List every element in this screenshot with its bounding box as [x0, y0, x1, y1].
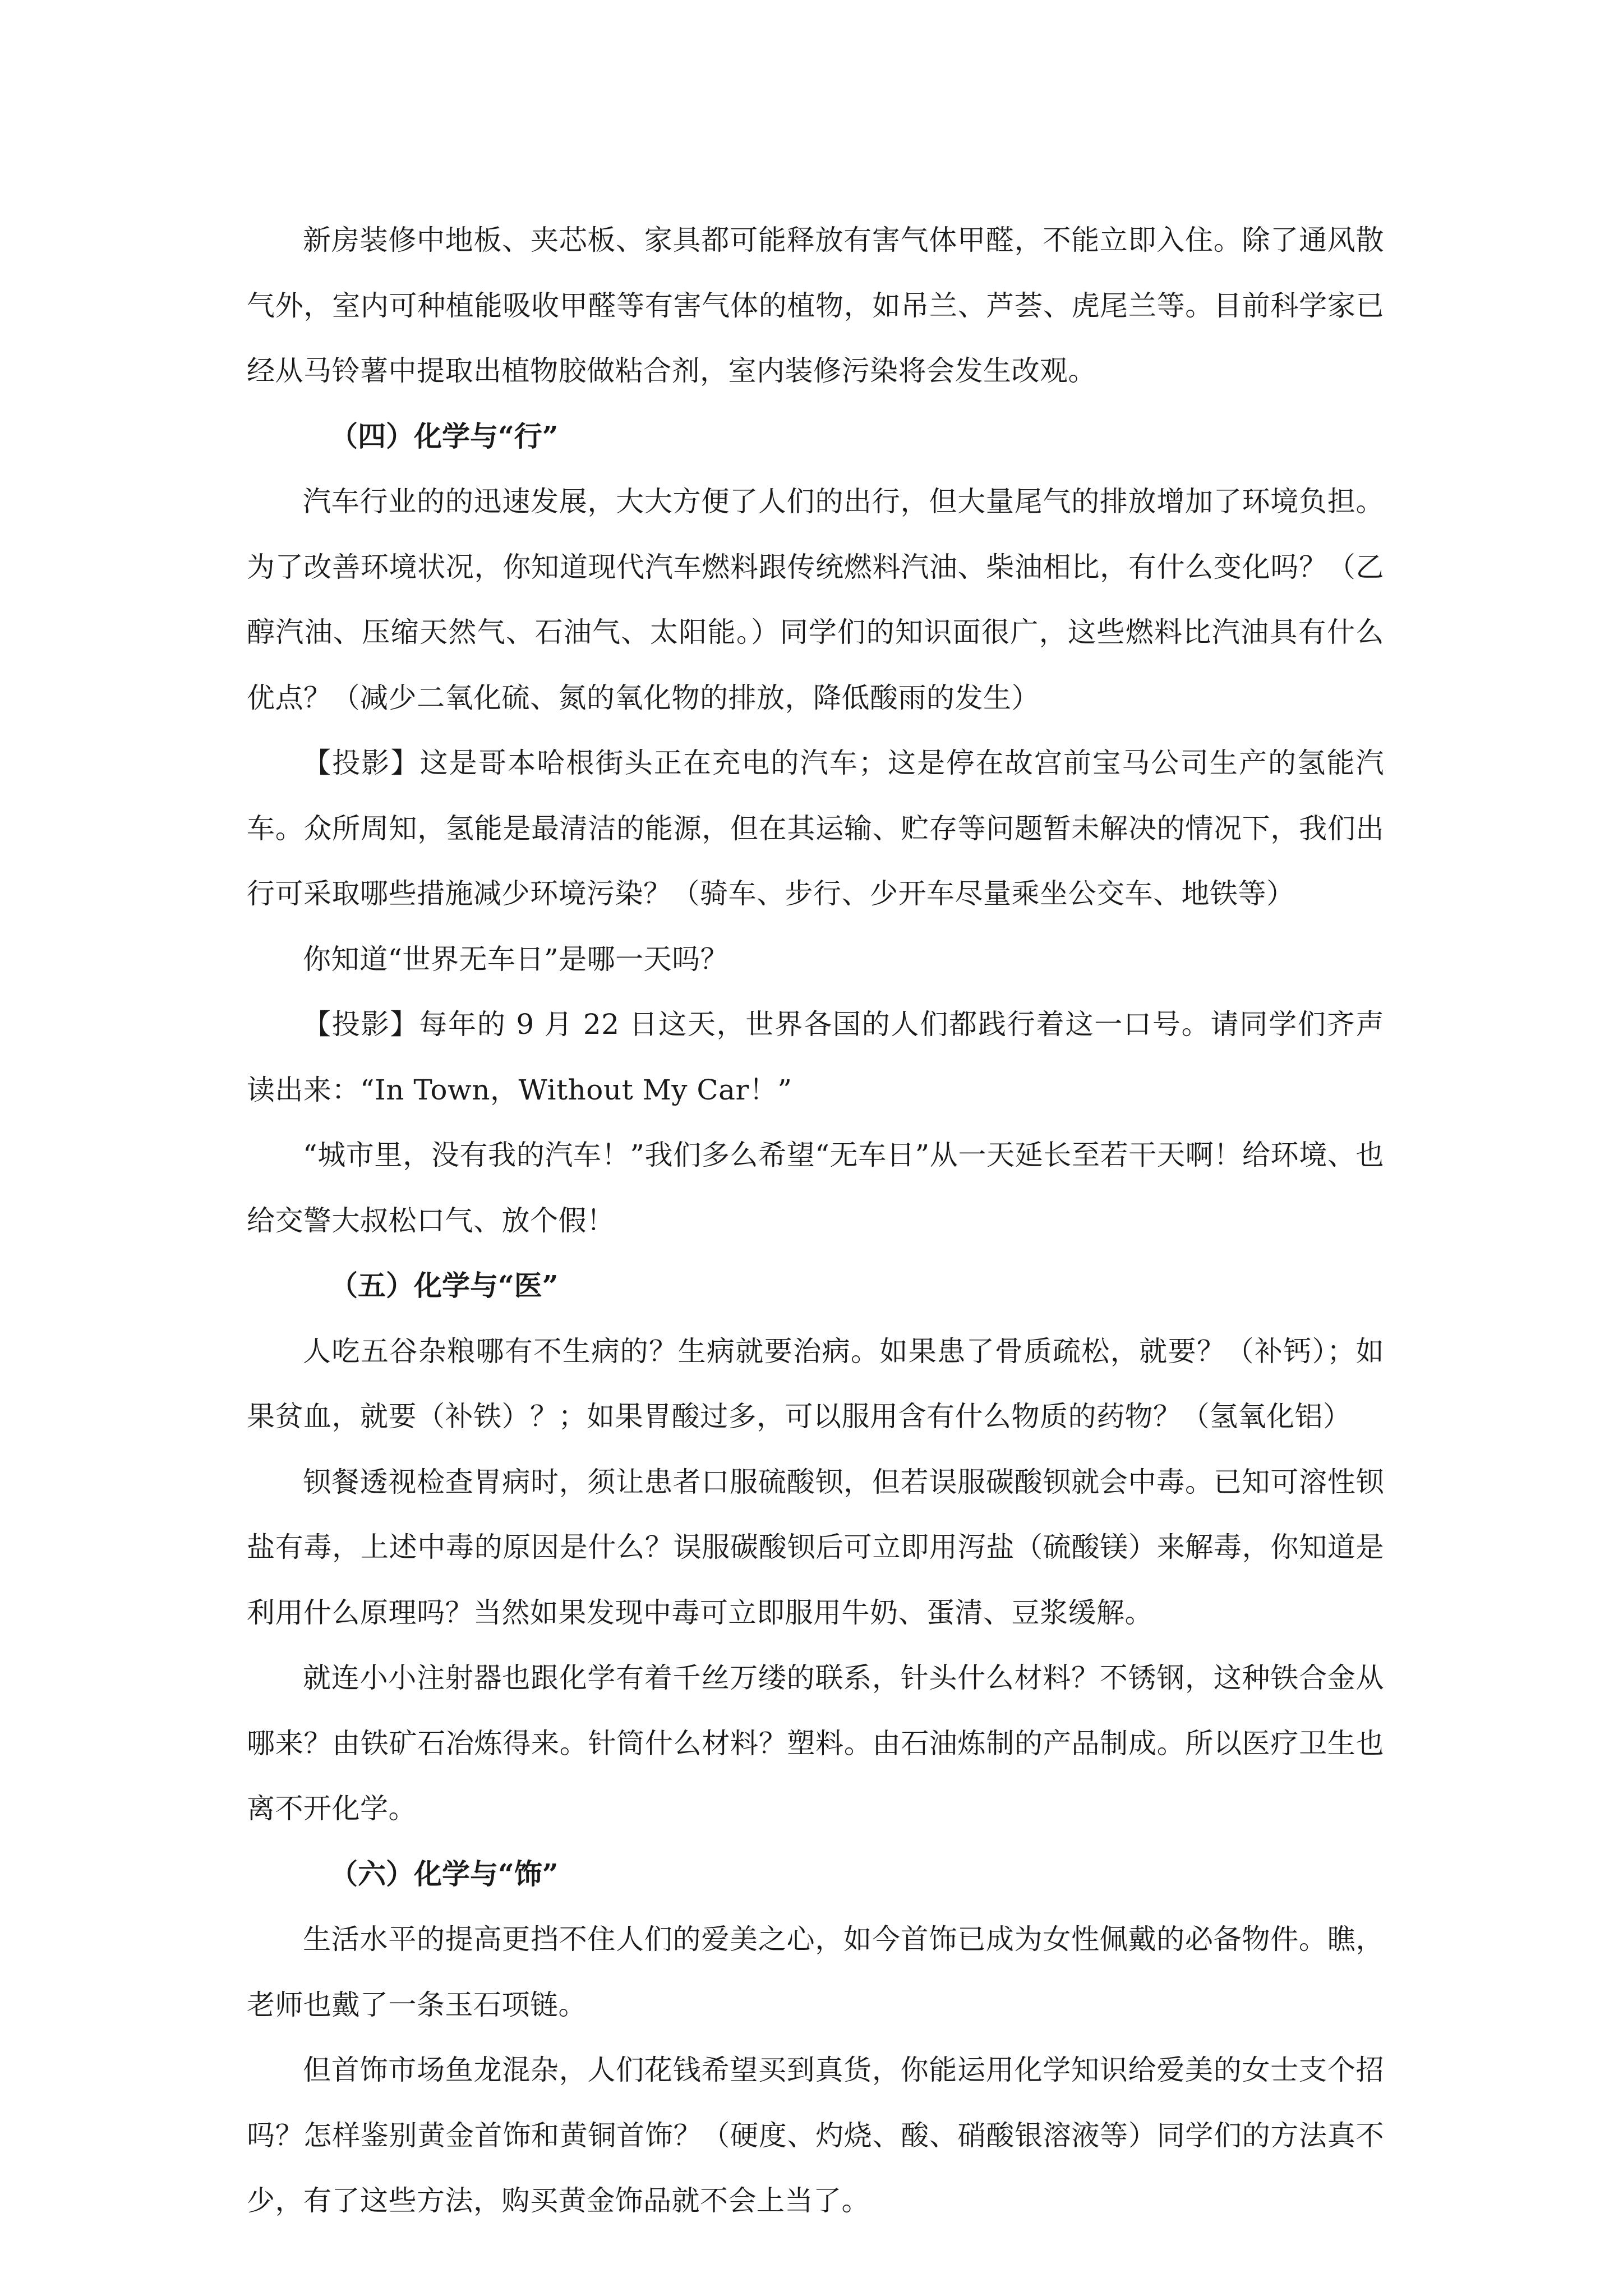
- section-heading-travel: （四）化学与“行”: [330, 419, 559, 453]
- section-heading-medicine: （五）化学与“医”: [330, 1269, 559, 1302]
- paragraph-projection-slogan: 【投影】每年的 9 月 22 日这天，世界各国的人们都践行着这一口号。请同学们齐声读出来：“In Town，Without My Car！”: [247, 1008, 1384, 1106]
- paragraph-projection-hydrogen-car: 【投影】这是哥本哈根街头正在充电的汽车；这是停在故宫前宝马公司生产的氢能汽车。众所周知，氢能是最清洁的能源，但在其运输、贮存等问题暂未解决的情况下，我们出行可采取哪些措施减少环境污染？（骑车、步行、少开车尽量乘坐公交车、地铁等）: [247, 747, 1384, 910]
- paragraph-love-of-beauty: 生活水平的提高更挡不住人们的爱美之心，如今首饰已成为女性佩戴的必备物件。瞧，老师也戴了一条玉石项链。: [247, 1923, 1384, 2021]
- paragraph-city-without-car: “城市里，没有我的汽车！”我们多么希望“无车日”从一天延长至若干天啊！给环境、也给交警大叔松口气、放个假！: [247, 1139, 1384, 1237]
- paragraph-renovation-formaldehyde: 新房装修中地板、夹芯板、家具都可能释放有害气体甲醛，不能立即入住。除了通风散气外，室内可种植能吸收甲醛等有害气体的植物，如吊兰、芦荟、虎尾兰等。目前科学家已经从马铃薯中提取出植物胶做粘合剂，室内装修污染将会发生改观。: [247, 224, 1384, 387]
- paragraph-car-free-day-question: 你知道“世界无车日”是哪一天吗？: [303, 942, 729, 976]
- paragraph-car-fuels: 汽车行业的的迅速发展，大大方便了人们的出行，但大量尾气的排放增加了环境负担。为了改善环境状况，你知道现代汽车燃料跟传统燃料汽油、柴油相比，有什么变化吗？（乙醇汽油、压缩天然气、石油气、太阳能。）同学们的知识面很广，这些燃料比汽油具有什么优点？（减少二氧化硫、氮的氧化物的排放，降低酸雨的发生）: [247, 485, 1384, 714]
- paragraph-illness-treatment: 人吃五谷杂粮哪有不生病的？生病就要治病。如果患了骨质疏松，就要？（补钙）；如果贫血，就要（补铁）？；如果胃酸过多，可以服用含有什么物质的药物？（氢氧化铝）: [247, 1335, 1384, 1433]
- section-heading-jewelry: （六）化学与“饰”: [330, 1857, 559, 1890]
- document-body: [247, 208, 1384, 2234]
- paragraph-gold-identification: 但首饰市场鱼龙混杂，人们花钱希望买到真货，你能运用化学知识给爱美的女士支个招吗？怎样鉴别黄金首饰和黄铜首饰？（硬度、灼烧、酸、硝酸银溶液等）同学们的方法真不少，有了这些方法，购买黄金饰品就不会上当了。: [247, 2054, 1384, 2217]
- paragraph-syringe-materials: 就连小小注射器也跟化学有着千丝万缕的联系，针头什么材料？不锈钢，这种铁合金从哪来？由铁矿石冶炼得来。针筒什么材料？塑料。由石油炼制的产品制成。所以医疗卫生也离不开化学。: [247, 1662, 1384, 1825]
- paragraph-barium-meal: 钡餐透视检查胃病时，须让患者口服硫酸钡，但若误服碳酸钡就会中毒。已知可溶性钡盐有毒，上述中毒的原因是什么？误服碳酸钡后可立即用泻盐（硫酸镁）来解毒，你知道是利用什么原理吗？当然如果发现中毒可立即服用牛奶、蛋清、豆浆缓解。: [247, 1465, 1384, 1629]
